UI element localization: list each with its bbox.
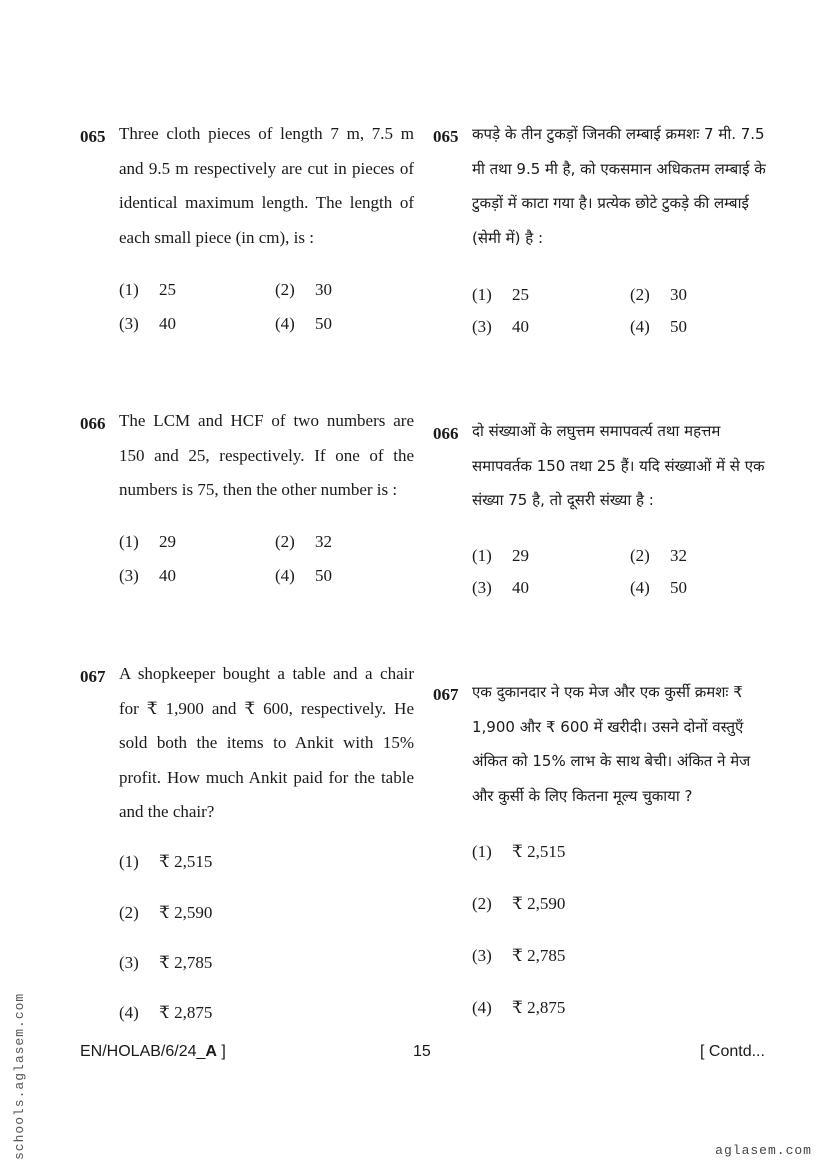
option-hi: (4) 50	[630, 317, 687, 336]
question-number: 067	[80, 667, 106, 686]
question-number: 066	[80, 414, 106, 433]
side-watermark: schools.aglasem.com	[12, 992, 27, 1160]
option-hi: (4) ₹ 2,875	[472, 998, 566, 1017]
question-text-en: Three cloth pieces of length 7 m, 7.5 m and 9.5 m respectively are cut in pieces of identical maximum length. The length of each small piece (in cm), is :	[119, 124, 414, 247]
option: (2) 30	[275, 280, 332, 299]
question-number-hi: 067	[433, 685, 459, 704]
option: (2) ₹ 2,590	[119, 903, 213, 922]
option-hi: (2) ₹ 2,590	[472, 894, 566, 913]
option: (4) 50	[275, 566, 332, 585]
option-hi: (4) 50	[630, 578, 687, 597]
question-text-hi: एक दुकानदार ने एक मेज और एक कुर्सी क्रमशः ₹ 1,900 और ₹ 600 में खरीदी। उसने दोनों वस्तुएँ अंकित को 15% लाभ के साथ बेची। अंकित ने मेज और कुर्सी के लिए कितना मूल्य चुकाया ?	[472, 683, 751, 805]
paper-code: EN/HOLAB/6/24_A ]	[80, 1043, 226, 1060]
option: (3) ₹ 2,785	[119, 953, 213, 972]
option: (3) 40	[119, 566, 176, 585]
bottom-watermark: aglasem.com	[715, 1143, 812, 1158]
question-number-hi: 065	[433, 127, 459, 146]
option: (1) 29	[119, 532, 176, 551]
continued-label: [ Contd...	[700, 1043, 765, 1060]
option: (4) 50	[275, 314, 332, 333]
option-hi: (1) 29	[472, 546, 529, 565]
option-hi: (2) 30	[630, 285, 687, 304]
question-text-en: The LCM and HCF of two numbers are 150 and 25, respectively. If one of the numbers is 75, then the other number is :	[119, 411, 414, 499]
set-letter: A	[205, 1043, 217, 1060]
question-number: 065	[80, 127, 106, 146]
page-number: 15	[413, 1043, 431, 1060]
option: (3) 40	[119, 314, 176, 333]
option: (1) 25	[119, 280, 176, 299]
option-hi: (3) 40	[472, 317, 529, 336]
option-hi: (1) 25	[472, 285, 529, 304]
question-text-hi: दो संख्याओं के लघुत्तम समापवर्त्य तथा महत्तम समापवर्तक 150 तथा 25 हैं। यदि संख्याओं में से एक संख्या 75 है, तो दूसरी संख्या है :	[472, 422, 765, 509]
option-hi: (2) 32	[630, 546, 687, 565]
question-text-en: A shopkeeper bought a table and a chair for ₹ 1,900 and ₹ 600, respectively. He sold both the items to Ankit with 15% profit. How much Ankit paid for the table and the chair?	[119, 664, 414, 821]
question-number-hi: 066	[433, 424, 459, 443]
question-text-hi: कपड़े के तीन टुकड़ों जिनकी लम्बाई क्रमशः 7 मी. 7.5 मी तथा 9.5 मी है, को एकसमान अधिकतम लम्बाई के टुकड़ों में काटा गया है। प्रत्येक छोटे टुकड़े की लम्बाई (सेमी में) है :	[472, 125, 766, 247]
option: (2) 32	[275, 532, 332, 551]
option: (4) ₹ 2,875	[119, 1003, 213, 1022]
option-hi: (1) ₹ 2,515	[472, 842, 566, 861]
option-hi: (3) 40	[472, 578, 529, 597]
option-hi: (3) ₹ 2,785	[472, 946, 566, 965]
option: (1) ₹ 2,515	[119, 852, 213, 871]
